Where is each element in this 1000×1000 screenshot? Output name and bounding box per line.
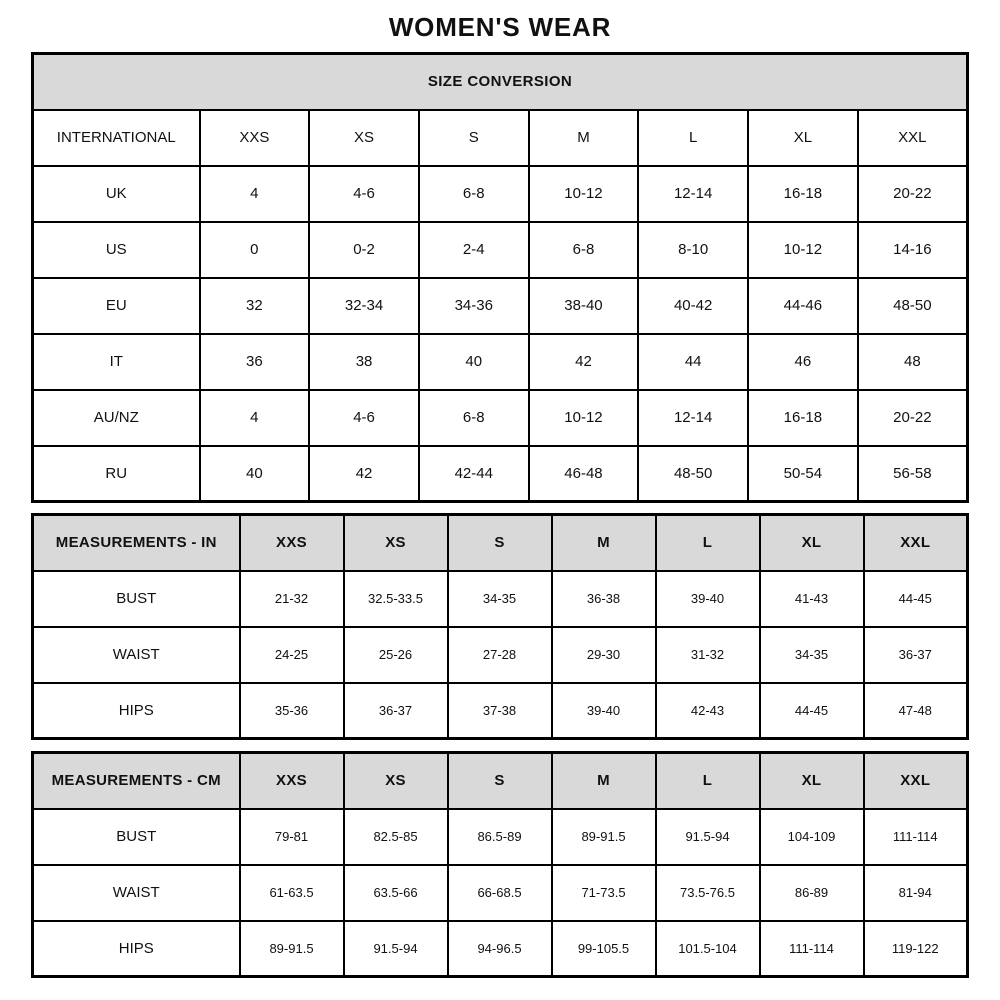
row-label: WAIST — [33, 865, 240, 921]
measurements-in-title: MEASUREMENTS - IN — [33, 515, 240, 571]
measurement-cell: 36-38 — [552, 571, 656, 627]
measurement-cell: 82.5-85 — [344, 809, 448, 865]
column-header: XL — [760, 753, 864, 809]
measurement-cell: 86-89 — [760, 865, 864, 921]
size-cell: 42 — [309, 446, 419, 502]
column-header: XL — [760, 515, 864, 571]
size-cell: 48 — [858, 334, 968, 390]
measurement-cell: 41-43 — [760, 571, 864, 627]
table-row — [33, 809, 968, 865]
measurement-cell: 25-26 — [344, 627, 448, 683]
measurement-cell: 21-32 — [240, 571, 344, 627]
measurements-cm-table — [31, 751, 969, 978]
column-header: L — [656, 515, 760, 571]
column-header: XXS — [240, 515, 344, 571]
size-cell: 6-8 — [529, 222, 639, 278]
measurement-cell: 94-96.5 — [448, 921, 552, 977]
row-label: WAIST — [33, 627, 240, 683]
table-row — [33, 166, 968, 222]
table-row — [33, 921, 968, 977]
size-cell: 40 — [419, 334, 529, 390]
measurement-cell: 34-35 — [448, 571, 552, 627]
row-label: HIPS — [33, 683, 240, 739]
size-cell: 4 — [200, 166, 310, 222]
measurement-cell: 44-45 — [864, 571, 968, 627]
size-conversion-table — [31, 52, 969, 503]
measurement-cell: 81-94 — [864, 865, 968, 921]
table-row — [33, 334, 968, 390]
size-cell: 10-12 — [529, 390, 639, 446]
size-cell: 46 — [748, 334, 858, 390]
measurement-cell: 36-37 — [344, 683, 448, 739]
table-row — [33, 278, 968, 334]
column-header: M — [529, 110, 639, 166]
column-header: M — [552, 515, 656, 571]
table-row — [33, 753, 968, 809]
measurement-cell: 47-48 — [864, 683, 968, 739]
measurement-cell: 119-122 — [864, 921, 968, 977]
size-cell: 4 — [200, 390, 310, 446]
measurement-cell: 24-25 — [240, 627, 344, 683]
size-cell: 10-12 — [748, 222, 858, 278]
table-row — [33, 865, 968, 921]
table-row — [33, 515, 968, 571]
table-row — [33, 390, 968, 446]
size-cell: 44 — [638, 334, 748, 390]
measurement-cell: 101.5-104 — [656, 921, 760, 977]
measurements-cm-title: MEASUREMENTS - CM — [33, 753, 240, 809]
measurement-cell: 104-109 — [760, 809, 864, 865]
measurement-cell: 61-63.5 — [240, 865, 344, 921]
measurement-cell: 39-40 — [656, 571, 760, 627]
table-row — [33, 683, 968, 739]
size-cell: 56-58 — [858, 446, 968, 502]
column-header: XXL — [858, 110, 968, 166]
measurement-cell: 44-45 — [760, 683, 864, 739]
measurement-cell: 29-30 — [552, 627, 656, 683]
size-cell: 20-22 — [858, 166, 968, 222]
table-row — [33, 222, 968, 278]
column-header: XS — [344, 515, 448, 571]
size-cell: 42 — [529, 334, 639, 390]
size-cell: 2-4 — [419, 222, 529, 278]
size-cell: 48-50 — [858, 278, 968, 334]
column-header: XXL — [864, 515, 968, 571]
table-row — [33, 446, 968, 502]
measurement-cell: 89-91.5 — [240, 921, 344, 977]
size-cell: 44-46 — [748, 278, 858, 334]
measurement-cell: 86.5-89 — [448, 809, 552, 865]
measurement-cell: 63.5-66 — [344, 865, 448, 921]
row-label: US — [33, 222, 200, 278]
row-label: UK — [33, 166, 200, 222]
column-header: XXS — [240, 753, 344, 809]
measurement-cell: 37-38 — [448, 683, 552, 739]
size-cell: 40-42 — [638, 278, 748, 334]
size-cell: 50-54 — [748, 446, 858, 502]
measurement-cell: 73.5-76.5 — [656, 865, 760, 921]
column-header: L — [656, 753, 760, 809]
size-conversion-title: SIZE CONVERSION — [33, 54, 968, 110]
size-cell: 34-36 — [419, 278, 529, 334]
size-cell: 16-18 — [748, 390, 858, 446]
measurement-cell: 32.5-33.5 — [344, 571, 448, 627]
size-cell: 40 — [200, 446, 310, 502]
column-header: XS — [344, 753, 448, 809]
column-header: S — [448, 515, 552, 571]
table-row — [33, 627, 968, 683]
row-label: IT — [33, 334, 200, 390]
table-row — [33, 110, 968, 166]
row-label: HIPS — [33, 921, 240, 977]
measurement-cell: 31-32 — [656, 627, 760, 683]
row-label: BUST — [33, 571, 240, 627]
size-cell: 38 — [309, 334, 419, 390]
column-header: S — [448, 753, 552, 809]
size-cell: 32 — [200, 278, 310, 334]
measurements-in-table — [31, 513, 969, 740]
measurement-cell: 39-40 — [552, 683, 656, 739]
size-cell: 6-8 — [419, 390, 529, 446]
measurement-cell: 91.5-94 — [656, 809, 760, 865]
size-cell: 8-10 — [638, 222, 748, 278]
column-header: M — [552, 753, 656, 809]
measurement-cell: 91.5-94 — [344, 921, 448, 977]
row-label: RU — [33, 446, 200, 502]
table-row — [33, 571, 968, 627]
size-cell: 0-2 — [309, 222, 419, 278]
table-row — [33, 54, 968, 110]
column-header: XS — [309, 110, 419, 166]
column-header: XXS — [200, 110, 310, 166]
size-cell: 32-34 — [309, 278, 419, 334]
size-cell: 12-14 — [638, 390, 748, 446]
measurement-cell: 111-114 — [864, 809, 968, 865]
measurement-cell: 111-114 — [760, 921, 864, 977]
measurement-cell: 66-68.5 — [448, 865, 552, 921]
measurement-cell: 89-91.5 — [552, 809, 656, 865]
size-cell: 46-48 — [529, 446, 639, 502]
measurement-cell: 99-105.5 — [552, 921, 656, 977]
size-cell: 16-18 — [748, 166, 858, 222]
column-header: INTERNATIONAL — [33, 110, 200, 166]
size-cell: 10-12 — [529, 166, 639, 222]
measurement-cell: 71-73.5 — [552, 865, 656, 921]
column-header: XL — [748, 110, 858, 166]
column-header: XXL — [864, 753, 968, 809]
size-cell: 6-8 — [419, 166, 529, 222]
size-cell: 48-50 — [638, 446, 748, 502]
size-cell: 42-44 — [419, 446, 529, 502]
size-cell: 14-16 — [858, 222, 968, 278]
row-label: EU — [33, 278, 200, 334]
measurement-cell: 35-36 — [240, 683, 344, 739]
measurement-cell: 34-35 — [760, 627, 864, 683]
size-cell: 0 — [200, 222, 310, 278]
size-cell: 38-40 — [529, 278, 639, 334]
measurement-cell: 36-37 — [864, 627, 968, 683]
column-header: S — [419, 110, 529, 166]
size-cell: 12-14 — [638, 166, 748, 222]
size-cell: 4-6 — [309, 166, 419, 222]
measurement-cell: 27-28 — [448, 627, 552, 683]
row-label: BUST — [33, 809, 240, 865]
size-cell: 20-22 — [858, 390, 968, 446]
column-header: L — [638, 110, 748, 166]
measurement-cell: 42-43 — [656, 683, 760, 739]
size-cell: 36 — [200, 334, 310, 390]
size-cell: 4-6 — [309, 390, 419, 446]
row-label: AU/NZ — [33, 390, 200, 446]
measurement-cell: 79-81 — [240, 809, 344, 865]
page-title: WOMEN'S WEAR — [388, 12, 612, 42]
